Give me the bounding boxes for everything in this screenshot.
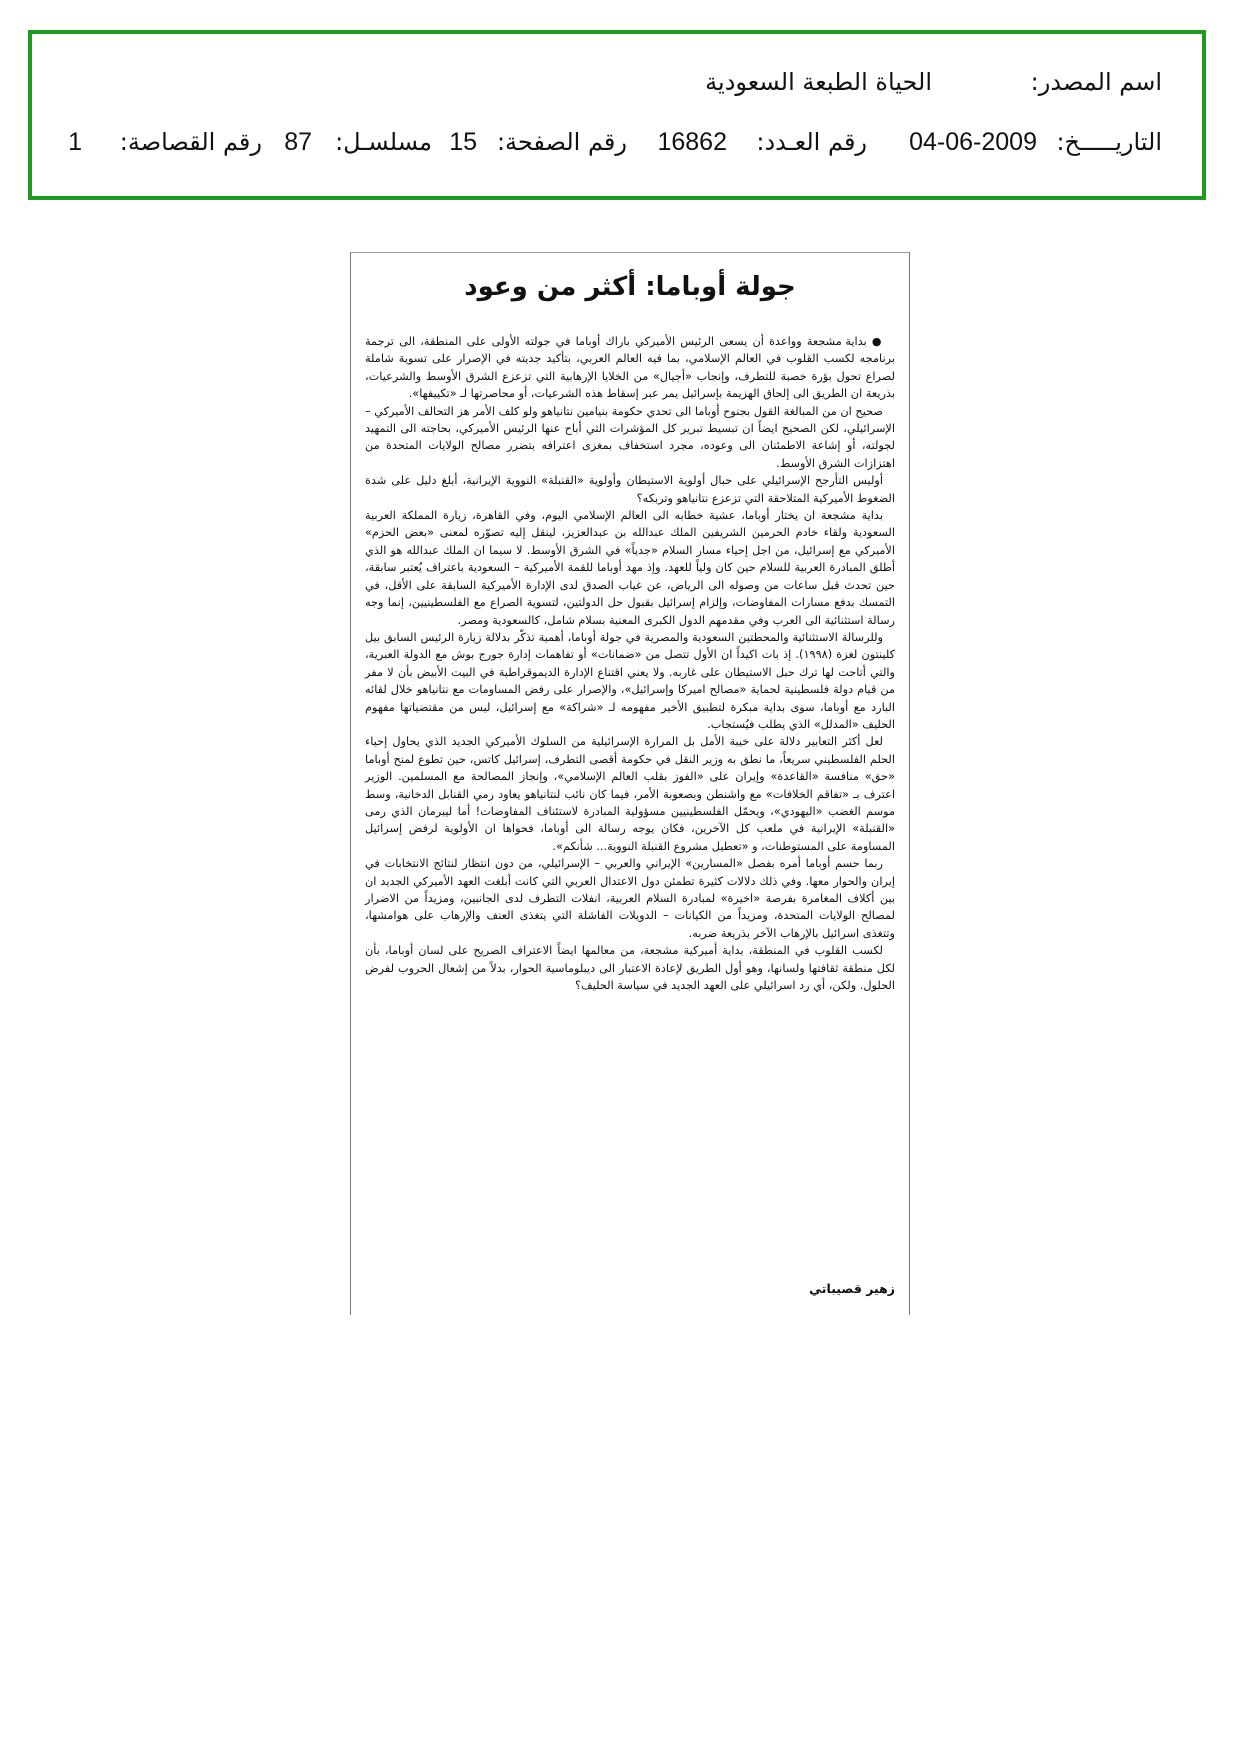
article-headline: جولة أوباما: أكثر من وعود <box>464 272 796 302</box>
article-paragraph: صحيح ان من المبالغة القول بجنوح أوباما الى تحدي حكومة بنيامين نتانياهو ولو كلف الأمر هز التحالف الأميركي – الإسرائيلي، لكن الصحيح ايضاً ان تبسيط تبرير كل المؤشرات التي أباح عنها الرئيس الأميركي، بحاجته الى التمهيد لجولته، أو إشاعة الاطمئنان الى وعوده، مجرد استخفاف بمغزى اعترافه بتضرر مصالح الولايات المتحدة من اهتزازات الشرق الأوسط. <box>364 404 895 470</box>
article-paragraph: أوليس التأرجح الإسرائيلي على حبال أولوية الاستيطان وأولوية «القنبلة» النووية الإيرانية، أبلغ دليل على شدة الضغوط الأميركية المتلاحقة التي تزعزع نتانياهو وتربكه؟ <box>365 474 895 505</box>
date-value: 04-06-2009 <box>909 128 1037 156</box>
article-paragraph: بداية مشجعة ان يختار أوباما، عشية خطابه الى العالم الإسلامي اليوم، وفي القاهرة، زيارة المملكة العربية السعودية ولقاء خادم الحرمين الشريفين الملك عبدالله بن عبدالعزيز، لينقل إليه تصوّره لمعنى «بعض الحزم» الأميركي مع إسرائيل، من اجل إحياء مسار السلام «جدياً» في الشرق الأوسط. لا سيما ان الملك عبدالله هو الذي أطلق المبادرة العربية للسلام حين كان ولياً للعهد. وإذ مهد أوباما للقمة الأميركية – السعودية باعتراف يُعتبر سابقة، حين تحدث قبل ساعات من وصوله الى الرياض، عن غياب الصدق لدى الإدارة الأميركية السابقة على الأقل، في التمسك بدفع مسارات المفاوضات، وإلزام إسرائيل بقبول حل الدولتين، لتسوية الصراع مع الفلسطينيين، إنما وجه رسالة استثنائية الى العرب وفي مقدمهم الدول الكبرى المعنية بسلام شامل، كالسعودية ومصر. <box>365 509 895 627</box>
article-paragraph: وللرسالة الاستثنائية والمحطتين السعودية والمصرية في جولة أوباما، أهمية تذكّر بدلالة زيارة الرئيس السابق بيل كلينتون لغزة (١٩٩٨). إذ بات اكيداً ان الأول تتصل من «ضمانات» أو تفاهمات إدارة جورج بوش مع الدولة العبرية، والتي أتاحت لها ترك حبل الاستيطان على غاربه. ولا يعني اقتناع الإدارة الديموقراطية في البيت الأبيض بأن لا مفر من قيام دولة فلسطينية لحماية «مصالح اميركا وإسرائيل»، والإصرار على رفض المساومات مع نتانياهو خلال لقائه البارد مع أوباما، سوى بداية مبكرة لتطبيق الأخير مفهومه لـ «شراكة» مع إسرائيل، ليس من مقتضياتها مفهوم الحليف «المدلل» الذي يطلب فيُستجاب. <box>365 630 895 731</box>
source-label: اسم المصدر: <box>1030 68 1162 96</box>
date-label: التاريـــــخ: <box>1056 128 1162 156</box>
article-paragraph: لعل أكثر التعابير دلالة على خيبة الأمل بل المرارة الإسرائيلية من السلوك الأميركي الجديد الذي يحاول إحياء الحلم الفلسطيني سريعاً، ما نطق به وزير النقل في حكومة أقصى التطرف، إسرائيل كاتس، حين تطوع لمنح أوباما «حق» منافسة «القاعدة» وإيران على «الفوز بقلب العالم الإسلامي»، وإنجاز المصالحة مع المسلمين. الوزير اعترف بـ «تفاقم الخلافات» مع واشنطن وبصعوبة الأمر، فيما كان نائب لنتانياهو يعاود رمي القنابل الدخانية، وسط موسم الغضب «اليهودي»، ويحمّل الفلسطينيين مسؤولية المبادرة لاستئناف المفاوضات! أما ليبرمان الذي رمى «القنبلة» الإيرانية في ملعب كل الآخرين، فكان يوجه رسالة الى أوباما، فحواها ان الأولوية لرفض إسرائيل المساومة على المستوطنات، و «تعطيل مشروع القنبلة النووية... شأنكم». <box>365 735 895 853</box>
author-signature: زهير قصيباتي <box>809 1281 895 1296</box>
page-label: رقم الصفحة: <box>496 128 627 156</box>
serial-value: 87 <box>284 128 312 156</box>
details-row <box>68 122 1162 162</box>
source-value: الحياة الطبعة السعودية <box>705 68 932 96</box>
clipping-metadata-box <box>28 30 1206 200</box>
source-row <box>72 62 1162 102</box>
article-paragraph: ربما حسم أوباما أمره بفصل «المسارين» الإيراني والعربي – الإسرائيلي، من دون انتظار لنتائج الانتخابات في إيران والحوار معها. وفي ذلك دلالات كثيرة تطمئن دول الاعتدال العربي التي كانت أبلغت العهد الأميركي الجديد ان بين أكلاف المغامرة بفرصة «اخيرة» لمبادرة السلام العربية، انفلات التطرف لدى الجانبين، ومزيداً من الاضرار لمصالح الولايات المتحدة، ومزيداً من الكيانات – الدويلات الفاشلة التي يتغذى العنف والإرهاب على هوامشها، وتتغذى اسرائيل بالإرهاب الآخر بذريعة ضربه. <box>365 857 895 940</box>
article-paragraph: لكسب القلوب في المنطقة، بداية أميركية مشجعة، من معالمها ايضاً الاعتراف الصريح على لسان أوباما، بأن لكل منطقة ثقافتها ولسانها، وهو أول الطريق لإعادة الاعتبار الى ديبلوماسية الحوار، بدلاً من إشعال الحروب لفرض الحلول. ولكن، أي رد اسرائيلي على العهد الجديد في سياسة الحليف؟ <box>365 944 895 993</box>
article-body <box>365 333 895 994</box>
page-value: 15 <box>449 128 477 156</box>
article-paragraph: ● بداية مشجعة وواعدة أن يسعى الرئيس الأميركي باراك أوباما في جولته الأولى على المنطقة، الى ترجمة برنامجه لكسب القلوب في العالم الإسلامي، بما فيه العالم العربي، بتأكيد جديته في الإصرار على تسوية شاملة لصراع تحول بؤرة خصبة للتطرف، وإنجاب «أجيال» من الخلايا الإرهابية التي تزعزع الشرق الأوسط والشرعيات، بذريعة ان الطريق الى إلحاق الهزيمة بإسرائيل يمر عبر إسقاط هذه الشرعيات، أو محاصرتها لـ «تكييفها». <box>365 333 895 403</box>
serial-label: مسلسـل: <box>335 128 432 156</box>
clipping-label: رقم القصاصة: <box>119 128 262 156</box>
issue-label: رقم العـدد: <box>756 128 867 156</box>
article-column <box>350 252 910 1315</box>
clipping-value: 1 <box>68 128 82 156</box>
issue-value: 16862 <box>657 128 727 156</box>
